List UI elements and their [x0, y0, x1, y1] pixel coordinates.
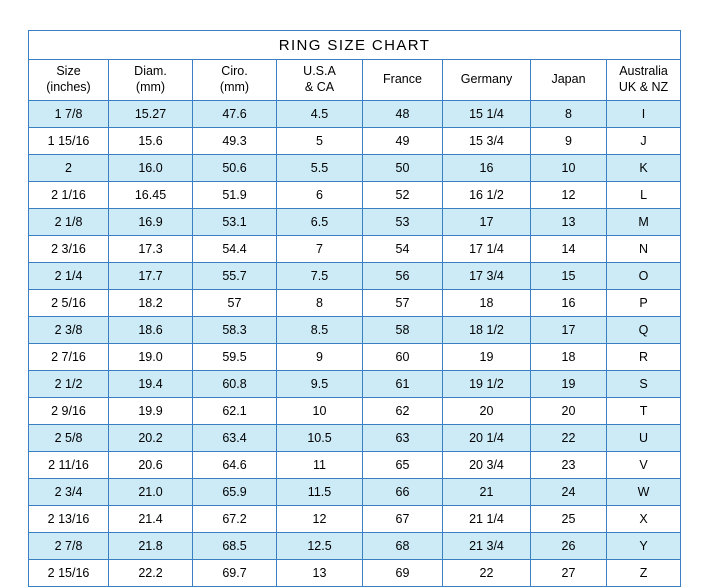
table-cell: 20: [443, 398, 531, 425]
table-cell: 2 3/4: [29, 479, 109, 506]
table-cell: 67: [363, 506, 443, 533]
ring-size-table: [28, 30, 681, 587]
table-cell: 22.2: [109, 560, 193, 587]
table-cell: X: [607, 506, 681, 533]
column-header-line1: U.S.A: [303, 64, 336, 79]
table-cell: 50: [363, 155, 443, 182]
table-cell: 54: [363, 236, 443, 263]
table-cell: 1 7/8: [29, 101, 109, 128]
column-header-line2: UK & NZ: [618, 80, 669, 94]
table-cell: 68.5: [193, 533, 277, 560]
table-cell: 62: [363, 398, 443, 425]
table-cell: 1 15/16: [29, 128, 109, 155]
table-cell: 16.0: [109, 155, 193, 182]
table-cell: 17.7: [109, 263, 193, 290]
table-row: [29, 317, 681, 344]
table-cell: 12.5: [277, 533, 363, 560]
table-cell: V: [607, 452, 681, 479]
table-cell: 20: [531, 398, 607, 425]
table-cell: 8: [531, 101, 607, 128]
table-cell: 66: [363, 479, 443, 506]
table-cell: 22: [443, 560, 531, 587]
table-cell: 2 1/16: [29, 182, 109, 209]
table-cell: Z: [607, 560, 681, 587]
table-cell: 18.6: [109, 317, 193, 344]
column-header-line1: Diam.: [134, 64, 167, 79]
table-cell: J: [607, 128, 681, 155]
table-cell: 24: [531, 479, 607, 506]
table-cell: 50.6: [193, 155, 277, 182]
table-cell: 19: [443, 344, 531, 371]
table-cell: 17 1/4: [443, 236, 531, 263]
table-row: [29, 290, 681, 317]
table-cell: 65.9: [193, 479, 277, 506]
column-header: [109, 60, 193, 101]
table-cell: U: [607, 425, 681, 452]
table-cell: M: [607, 209, 681, 236]
table-cell: 6: [277, 182, 363, 209]
column-header: [531, 60, 607, 101]
table-row: [29, 236, 681, 263]
table-cell: 51.9: [193, 182, 277, 209]
table-cell: 5: [277, 128, 363, 155]
table-cell: 16: [443, 155, 531, 182]
table-row: [29, 128, 681, 155]
table-row: [29, 344, 681, 371]
table-cell: 12: [277, 506, 363, 533]
table-cell: 5.5: [277, 155, 363, 182]
column-header-line1: Ciro.: [221, 64, 248, 79]
column-header: [607, 60, 681, 101]
table-cell: 18: [531, 344, 607, 371]
table-cell: 21.4: [109, 506, 193, 533]
table-cell: 20 3/4: [443, 452, 531, 479]
table-cell: 21 1/4: [443, 506, 531, 533]
table-cell: 2 1/8: [29, 209, 109, 236]
table-cell: 16 1/2: [443, 182, 531, 209]
table-cell: 14: [531, 236, 607, 263]
table-row: [29, 155, 681, 182]
table-cell: 19.0: [109, 344, 193, 371]
table-cell: 2 3/16: [29, 236, 109, 263]
table-cell: 15 3/4: [443, 128, 531, 155]
table-cell: 17 3/4: [443, 263, 531, 290]
table-cell: 2 11/16: [29, 452, 109, 479]
table-cell: 21 3/4: [443, 533, 531, 560]
column-header-line2: & CA: [304, 80, 335, 94]
table-cell: 59.5: [193, 344, 277, 371]
page-title: RING SIZE CHART: [29, 31, 681, 60]
table-cell: 63.4: [193, 425, 277, 452]
column-header: [29, 60, 109, 101]
table-cell: 2 7/16: [29, 344, 109, 371]
table-row: [29, 371, 681, 398]
table-cell: 58: [363, 317, 443, 344]
table-header-row: [29, 60, 681, 101]
table-cell: 53.1: [193, 209, 277, 236]
table-cell: 18.2: [109, 290, 193, 317]
table-cell: 9.5: [277, 371, 363, 398]
table-cell: Y: [607, 533, 681, 560]
table-cell: 57: [193, 290, 277, 317]
table-cell: 2 1/2: [29, 371, 109, 398]
table-cell: 18: [443, 290, 531, 317]
table-cell: 47.6: [193, 101, 277, 128]
table-cell: 68: [363, 533, 443, 560]
table-cell: 4.5: [277, 101, 363, 128]
table-cell: 21: [443, 479, 531, 506]
table-cell: 13: [277, 560, 363, 587]
table-cell: 12: [531, 182, 607, 209]
table-cell: 7: [277, 236, 363, 263]
column-header: [193, 60, 277, 101]
table-cell: 53: [363, 209, 443, 236]
table-cell: 62.1: [193, 398, 277, 425]
column-header-line1: Japan: [551, 72, 586, 87]
table-cell: 69.7: [193, 560, 277, 587]
title-row: [29, 31, 681, 60]
column-header-line2: (inches): [46, 80, 91, 94]
ring-size-chart: [28, 30, 680, 587]
table-cell: 60: [363, 344, 443, 371]
table-cell: 26: [531, 533, 607, 560]
table-cell: 8.5: [277, 317, 363, 344]
table-cell: 10: [531, 155, 607, 182]
table-cell: 2: [29, 155, 109, 182]
table-cell: 15 1/4: [443, 101, 531, 128]
table-cell: 11: [277, 452, 363, 479]
table-cell: 27: [531, 560, 607, 587]
table-row: [29, 506, 681, 533]
table-row: [29, 209, 681, 236]
table-cell: 48: [363, 101, 443, 128]
table-row: [29, 452, 681, 479]
table-row: [29, 533, 681, 560]
table-cell: 17: [531, 317, 607, 344]
table-cell: P: [607, 290, 681, 317]
table-cell: 25: [531, 506, 607, 533]
table-cell: 10: [277, 398, 363, 425]
table-cell: 2 9/16: [29, 398, 109, 425]
table-cell: 63: [363, 425, 443, 452]
table-cell: I: [607, 101, 681, 128]
column-header-line1: Australia: [619, 64, 668, 79]
table-cell: 2 15/16: [29, 560, 109, 587]
table-row: [29, 479, 681, 506]
table-cell: 20 1/4: [443, 425, 531, 452]
table-row: [29, 101, 681, 128]
table-cell: 18 1/2: [443, 317, 531, 344]
column-header: [443, 60, 531, 101]
table-cell: 17: [443, 209, 531, 236]
table-row: [29, 263, 681, 290]
table-cell: 69: [363, 560, 443, 587]
table-cell: 19: [531, 371, 607, 398]
table-cell: 21.8: [109, 533, 193, 560]
column-header-line2: (mm): [135, 80, 166, 94]
table-cell: L: [607, 182, 681, 209]
table-cell: 16.45: [109, 182, 193, 209]
table-cell: R: [607, 344, 681, 371]
table-cell: 20.2: [109, 425, 193, 452]
table-cell: 15: [531, 263, 607, 290]
table-cell: 21.0: [109, 479, 193, 506]
table-cell: 17.3: [109, 236, 193, 263]
table-cell: 54.4: [193, 236, 277, 263]
table-cell: 64.6: [193, 452, 277, 479]
table-cell: 13: [531, 209, 607, 236]
table-cell: 2 5/8: [29, 425, 109, 452]
table-cell: 55.7: [193, 263, 277, 290]
table-row: [29, 182, 681, 209]
table-cell: 7.5: [277, 263, 363, 290]
table-cell: 58.3: [193, 317, 277, 344]
table-cell: 10.5: [277, 425, 363, 452]
table-cell: 19.9: [109, 398, 193, 425]
table-row: [29, 398, 681, 425]
column-header-line1: Germany: [460, 72, 513, 87]
table-cell: 15.27: [109, 101, 193, 128]
table-cell: 49: [363, 128, 443, 155]
table-cell: 56: [363, 263, 443, 290]
table-row: [29, 560, 681, 587]
table-cell: 65: [363, 452, 443, 479]
table-cell: Q: [607, 317, 681, 344]
table-cell: W: [607, 479, 681, 506]
table-cell: 8: [277, 290, 363, 317]
table-cell: 52: [363, 182, 443, 209]
column-header-line1: France: [383, 72, 422, 87]
table-cell: O: [607, 263, 681, 290]
table-cell: 19.4: [109, 371, 193, 398]
column-header: [363, 60, 443, 101]
table-cell: 15.6: [109, 128, 193, 155]
table-row: [29, 425, 681, 452]
table-cell: 2 7/8: [29, 533, 109, 560]
table-cell: 67.2: [193, 506, 277, 533]
table-cell: 61: [363, 371, 443, 398]
table-cell: S: [607, 371, 681, 398]
table-cell: 9: [531, 128, 607, 155]
table-cell: 2 1/4: [29, 263, 109, 290]
table-cell: 19 1/2: [443, 371, 531, 398]
table-cell: 16.9: [109, 209, 193, 236]
table-cell: 23: [531, 452, 607, 479]
table-cell: 2 3/8: [29, 317, 109, 344]
table-cell: 16: [531, 290, 607, 317]
table-cell: 9: [277, 344, 363, 371]
column-header: [277, 60, 363, 101]
table-cell: 20.6: [109, 452, 193, 479]
table-cell: T: [607, 398, 681, 425]
table-cell: 2 13/16: [29, 506, 109, 533]
table-cell: 60.8: [193, 371, 277, 398]
table-cell: 57: [363, 290, 443, 317]
table-cell: 6.5: [277, 209, 363, 236]
table-cell: 11.5: [277, 479, 363, 506]
table-cell: N: [607, 236, 681, 263]
column-header-line1: Size: [56, 64, 81, 79]
table-cell: 49.3: [193, 128, 277, 155]
table-cell: 22: [531, 425, 607, 452]
column-header-line2: (mm): [219, 80, 250, 94]
table-cell: 2 5/16: [29, 290, 109, 317]
table-cell: K: [607, 155, 681, 182]
